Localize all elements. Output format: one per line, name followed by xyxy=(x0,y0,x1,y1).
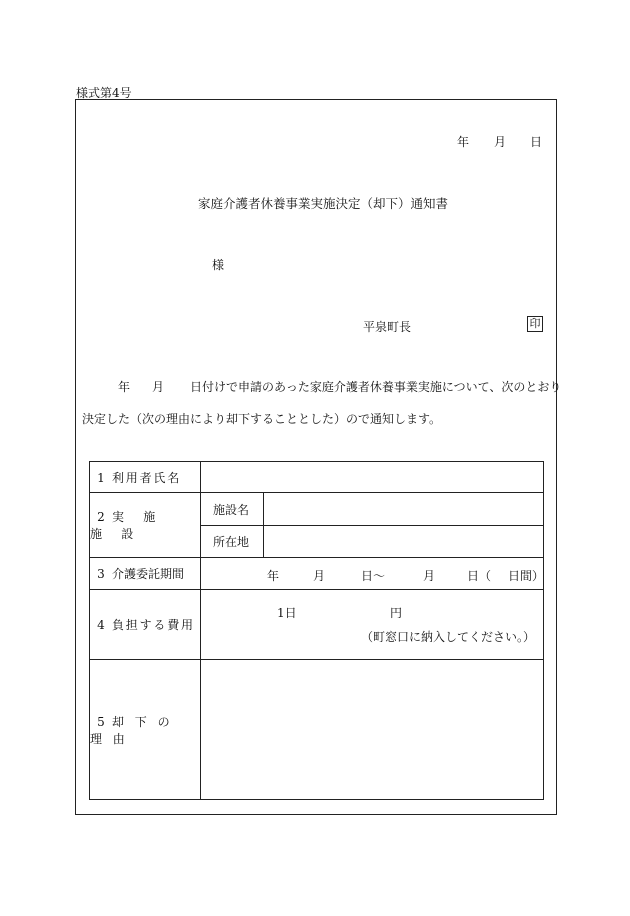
cost-per-day: 1日 xyxy=(277,606,297,620)
row1-number: 1 xyxy=(97,470,105,485)
body-line-1: 日付けで申請のあった家庭介護者休養事業実施について、次のとおり xyxy=(190,380,562,394)
period-day-to: 日（ xyxy=(467,569,492,583)
body-date-month: 月 xyxy=(152,380,165,394)
date-year-label: 年 xyxy=(457,135,470,149)
row4-label-cell xyxy=(90,590,201,660)
row5-label: 却下の理由 xyxy=(90,714,181,746)
period-month-2: 月 xyxy=(423,569,436,583)
table-row xyxy=(90,558,544,590)
cost-field[interactable] xyxy=(201,590,544,660)
facility-name-field[interactable] xyxy=(264,493,544,526)
row2-number: 2 xyxy=(97,510,105,524)
user-name-field[interactable] xyxy=(201,462,544,493)
period-month: 月 xyxy=(313,569,326,583)
period-days: 日間） xyxy=(508,569,545,583)
document-title: 家庭介護者休養事業実施決定（却下）通知書 xyxy=(198,196,449,211)
cost-note: （町窓口に納入してください。） xyxy=(361,630,536,644)
issuer-name: 平泉町長 xyxy=(363,320,412,334)
body-date-year: 年 xyxy=(118,380,131,394)
row5-label-cell xyxy=(90,660,201,800)
row1-label: 利用者氏名 xyxy=(112,470,182,485)
row2-label-cell xyxy=(90,493,201,558)
period-year: 年 xyxy=(267,569,280,583)
row1-label-cell xyxy=(90,462,201,493)
row5-number: 5 xyxy=(97,714,105,729)
row3-label-cell xyxy=(90,558,201,590)
row2-label: 実施施設 xyxy=(90,510,175,541)
date-month-label: 月 xyxy=(494,135,507,149)
rejection-reason-field[interactable] xyxy=(201,660,544,800)
table-row xyxy=(90,493,544,526)
seal-mark: 印 xyxy=(527,316,543,332)
period-day-from: 日〜 xyxy=(361,569,386,583)
facility-address-field[interactable] xyxy=(264,526,544,558)
row4-number: 4 xyxy=(97,618,105,632)
body-line-2: 決定した（次の理由により却下することとした）ので通知します。 xyxy=(82,412,442,426)
row4-label: 負担する費用 xyxy=(112,618,195,632)
row3-label: 介護委託期間 xyxy=(112,567,185,581)
table-row xyxy=(90,660,544,800)
date-day-label: 日 xyxy=(530,135,543,149)
table-row xyxy=(90,590,544,660)
care-period-field[interactable] xyxy=(201,558,544,590)
row3-number: 3 xyxy=(97,567,105,581)
table-row xyxy=(90,462,544,493)
addressee-suffix: 様 xyxy=(212,258,225,272)
cost-yen: 円 xyxy=(390,606,403,620)
facility-address-label: 所在地 xyxy=(201,526,264,558)
items-table xyxy=(89,461,544,800)
form-number: 様式第4号 xyxy=(76,86,132,100)
facility-name-label: 施設名 xyxy=(201,493,264,526)
